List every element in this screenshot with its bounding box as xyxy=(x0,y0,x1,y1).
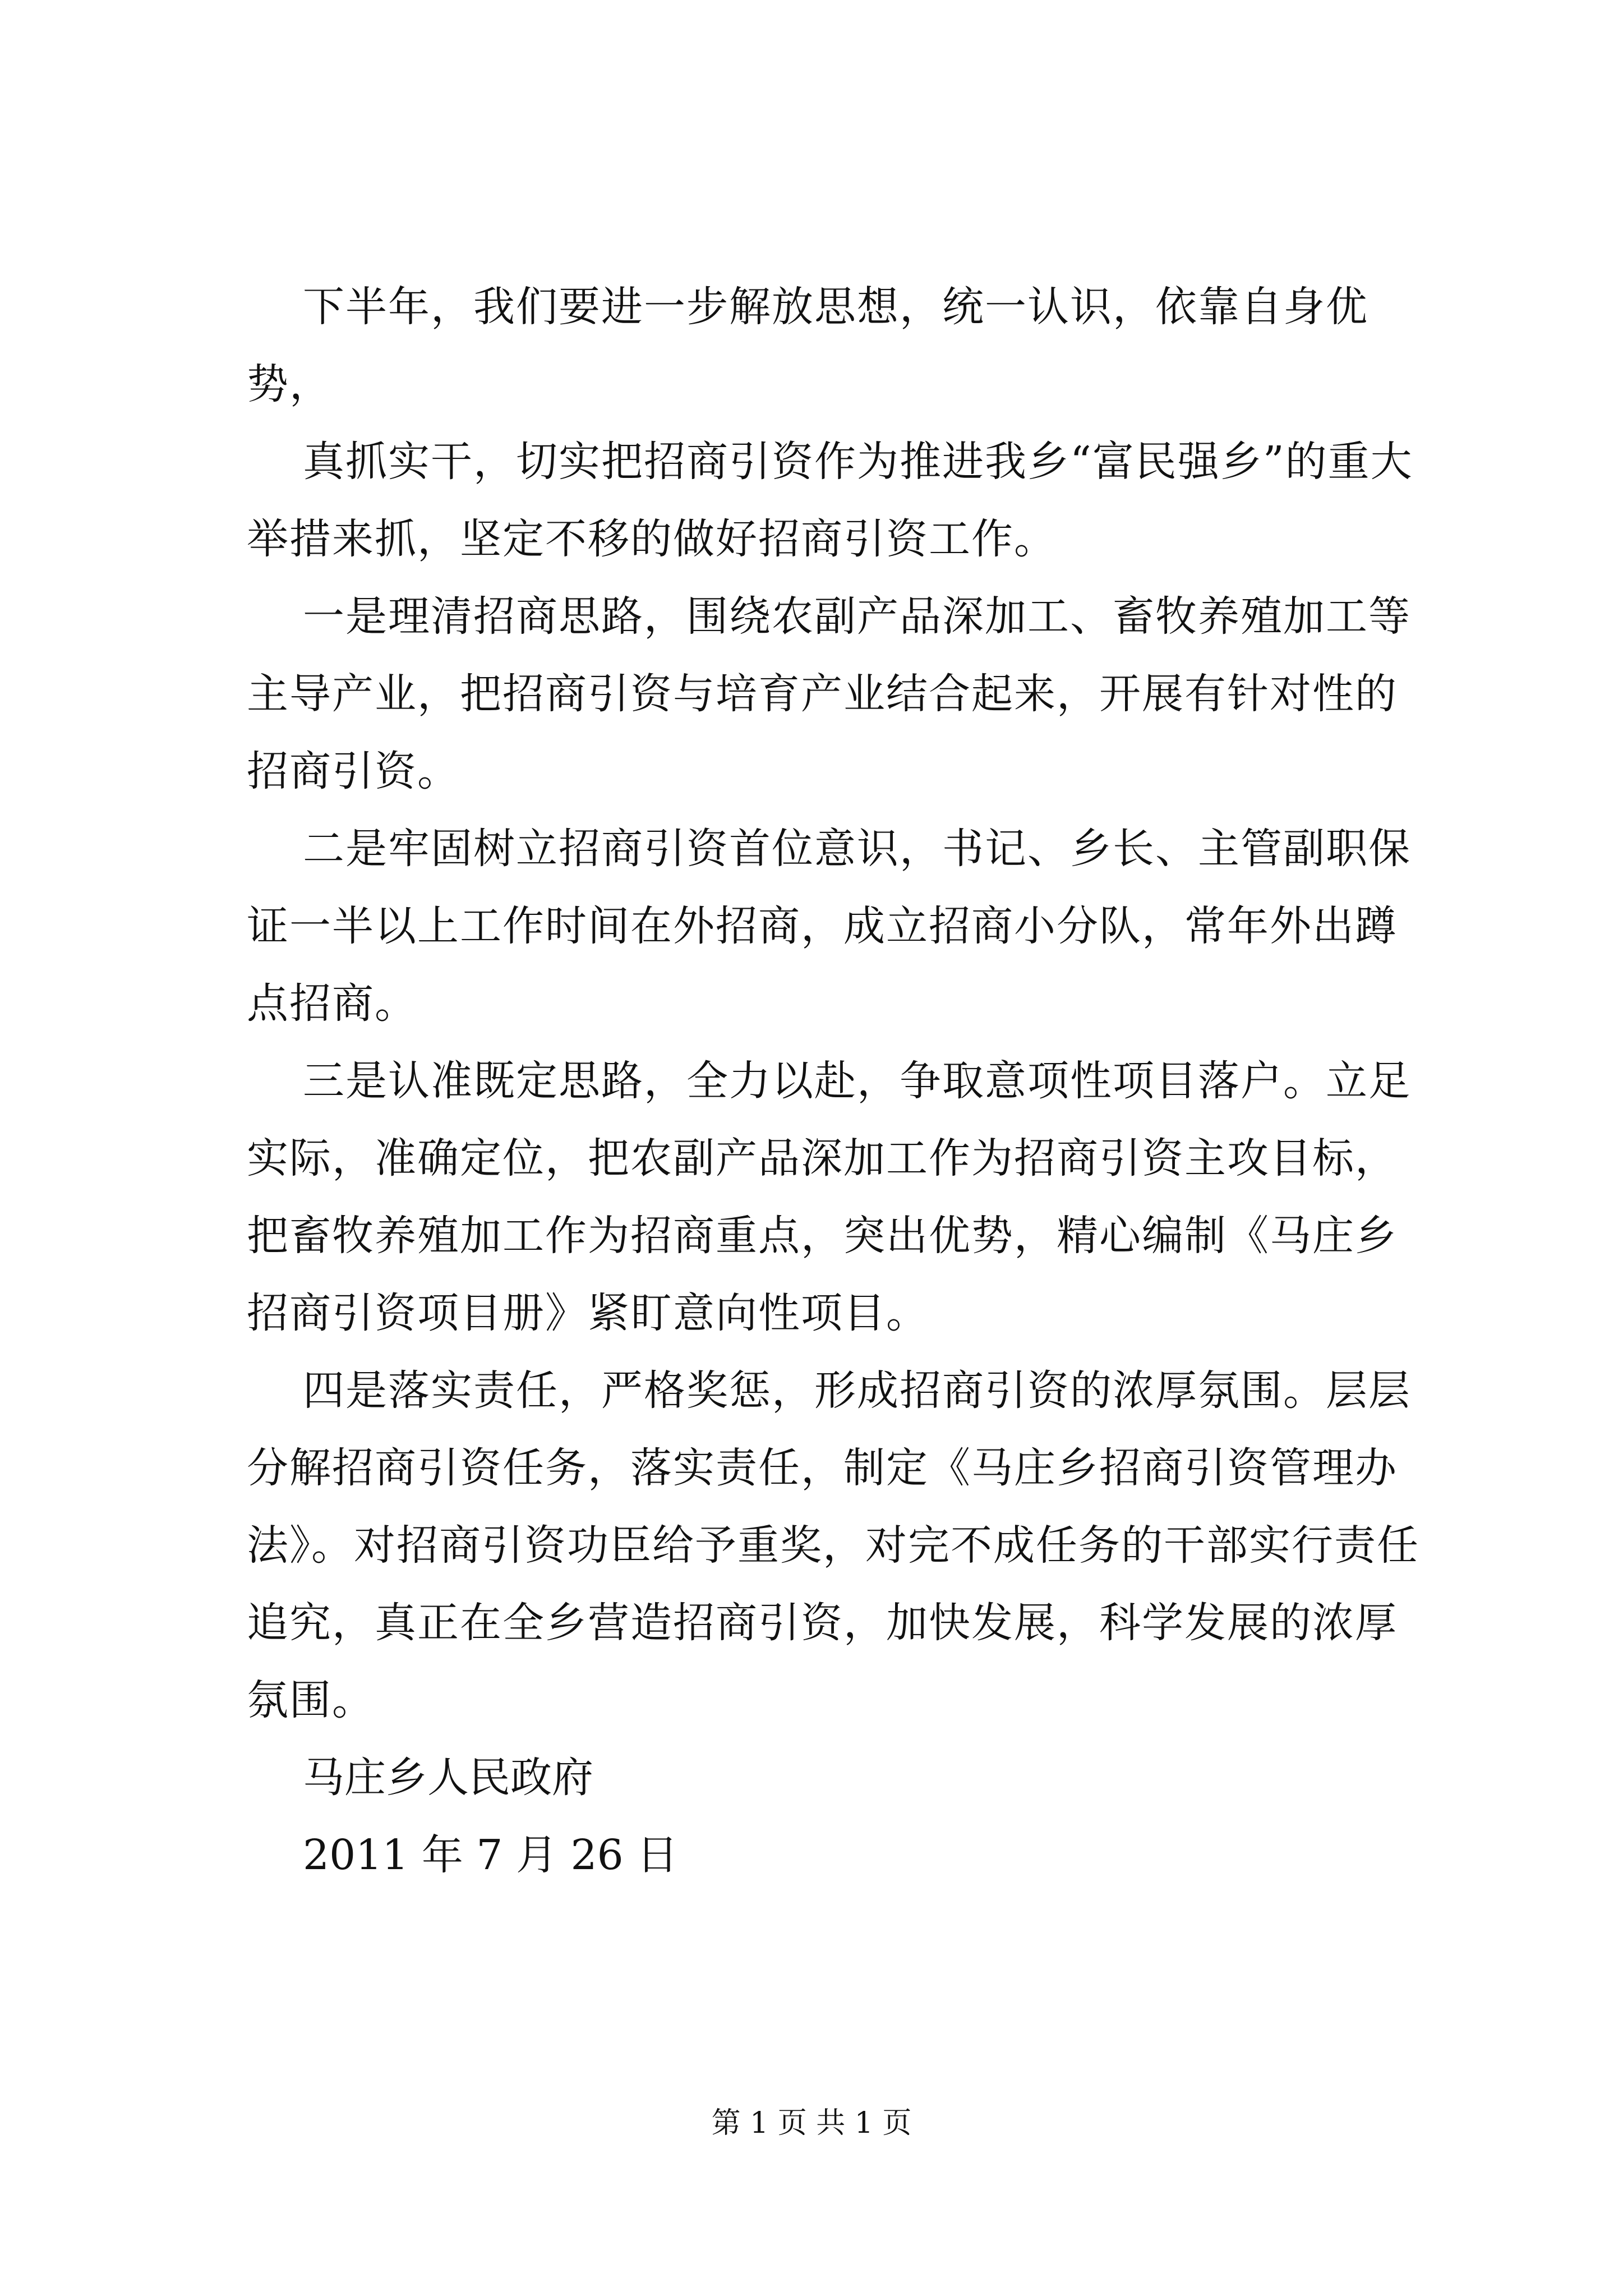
paragraph-item-3: 三是认准既定思路，全力以赴，争取意项性项目落户。立足实际，准确定位，把农副产品深加工作为招商引资主攻目标，把畜牧养殖加工作为招商重点，突出优势，精心编制《马庄乡招商引资项目册》紧盯意向性项目。 xyxy=(247,1057,1411,1337)
document-body xyxy=(247,268,1430,1894)
paragraph-item-1: 一是理清招商思路，围绕农副产品深加工、畜牧养殖加工等主导产业，把招商引资与培育产业结合起来，开展有针对性的招商引资。 xyxy=(247,592,1411,795)
page-footer: 第 1 页 共 1 页 xyxy=(711,2106,912,2140)
paragraph-item-4: 四是落实责任，严格奖惩，形成招商引资的浓厚氛围。层层分解招商引资任务，落实责任，制定《马庄乡招商引资管理办法》。对招商引资功臣给予重奖，对完不成任务的干部实行责任追究，真正在全乡营造招商引资，加快发展，科学发展的浓厚氛围。 xyxy=(247,1366,1419,1724)
signature-date: 2011 年 7 月 26 日 xyxy=(303,1831,679,1879)
paragraph-item-2: 二是牢固树立招商引资首位意识，书记、乡长、主管副职保证一半以上工作时间在外招商，成立招商小分队，常年外出蹲点招商。 xyxy=(247,825,1411,1028)
paragraph-commitment: 真抓实干，切实把招商引资作为推进我乡“富民强乡”的重大举措来抓，坚定不移的做好招商引资工作。 xyxy=(247,438,1413,563)
paragraph-intro: 下半年，我们要进一步解放思想，统一认识，依靠自身优势， xyxy=(247,283,1368,408)
signature-organization: 马庄乡人民政府 xyxy=(303,1754,593,1802)
